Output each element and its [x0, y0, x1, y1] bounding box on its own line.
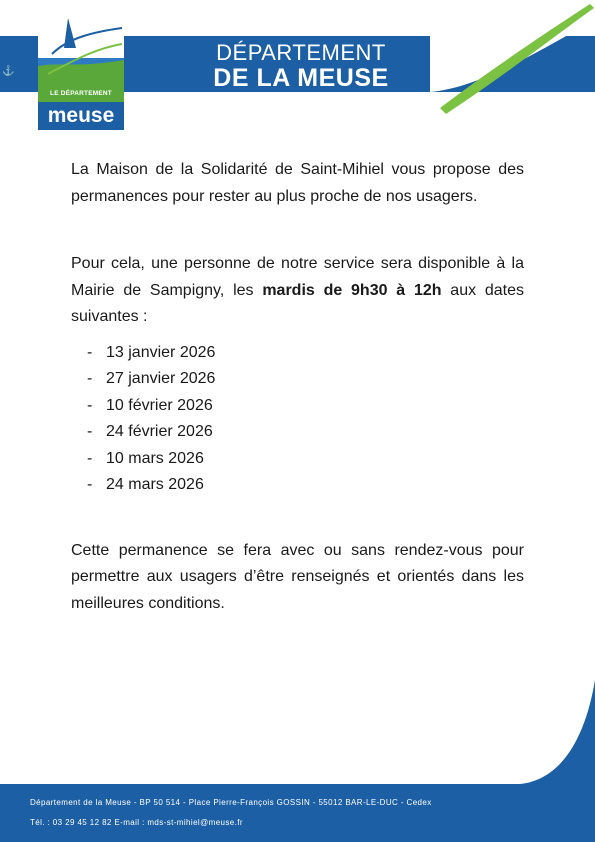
date-value: 10 février 2026	[106, 396, 213, 414]
list-bullet: -	[87, 370, 93, 387]
list-bullet: -	[87, 449, 93, 467]
list-bullet: -	[87, 423, 93, 440]
header-title-line2: DE LA MEUSE	[213, 64, 389, 92]
availability-text-end: aux dates suivantes :	[71, 281, 525, 325]
logo-wordmark: meuse	[38, 102, 124, 130]
dates-list	[71, 340, 524, 499]
anchor-icon: ⚓	[2, 66, 15, 77]
date-value: 24 mars 2026	[106, 476, 204, 493]
list-bullet: -	[87, 396, 93, 414]
letter-body	[71, 157, 524, 617]
logo	[38, 18, 124, 130]
list-item	[71, 446, 524, 473]
logo-landscape-icon	[38, 18, 124, 86]
list-item	[71, 366, 524, 393]
date-value: 13 janvier 2026	[106, 343, 216, 361]
date-value: 10 mars 2026	[106, 449, 204, 467]
schedule-highlight: mardis de 9h30 à 12h	[262, 281, 442, 299]
list-item	[71, 419, 524, 446]
list-bullet: -	[87, 476, 93, 493]
availability-text-start: Pour cela, une personne de notre service sera disponible à la Mairie de Sampigny, les	[71, 255, 524, 299]
availability-paragraph	[71, 251, 524, 331]
date-value: 27 janvier 2026	[106, 370, 216, 387]
footer-contact: Tél. : 03 29 45 12 82 E-mail : mds-st-mihiel@meuse.fr	[30, 818, 243, 827]
list-item	[71, 393, 524, 420]
list-item	[71, 340, 524, 367]
logo-label: LE DÉPARTEMENT	[38, 86, 124, 102]
closing-paragraph: Cette permanence se fera avec ou sans rendez-vous pour permettre aux usagers d’être renseignés et orientés dans les meilleures conditions.	[71, 541, 524, 612]
footer-address: Département de la Meuse - BP 50 514 - Place Pierre-François GOSSIN - 55012 BAR-LE-DUC - Cedex	[30, 798, 432, 807]
date-value: 24 février 2026	[106, 423, 213, 440]
list-bullet: -	[87, 343, 93, 361]
list-item	[71, 472, 524, 499]
green-swoosh	[430, 0, 595, 120]
header-title-line1: DÉPARTEMENT	[216, 40, 386, 65]
intro-paragraph: La Maison de la Solidarité de Saint-Mihiel vous propose des permanences pour rester au plus proche de nos usagers.	[71, 161, 524, 205]
